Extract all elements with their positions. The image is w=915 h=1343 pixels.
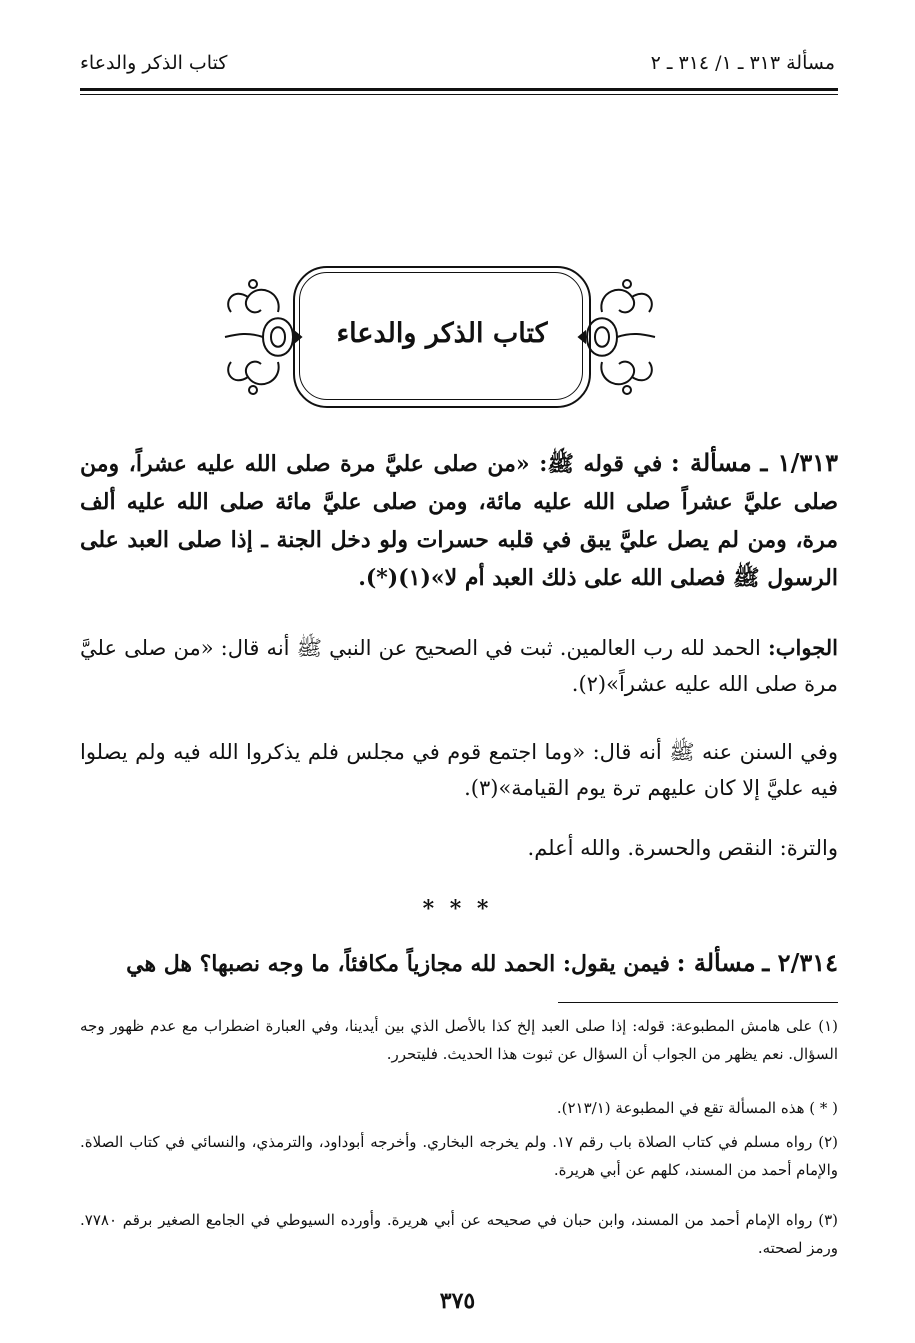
footnote-2: (٢) رواه مسلم في كتاب الصلاة باب رقم ١٧. ولم يخرجه البخاري. وأخرجه أبوداود، والترمذي، والنسائي في كتاب الصلاة. والإمام أحمد من المسند، كلهم عن أبي هريرة. <box>80 1133 838 1179</box>
question-number: ٢/٣١٤ ـ <box>762 948 838 977</box>
footnote-3: (٣) رواه الإمام أحمد من المسند، وابن حبان في صحيحه عن أبي هريرة. وأورده السيوطي في الجامع الصغير برقم ٧٧٨٠. ورمز لصحته. <box>80 1211 838 1257</box>
header-rule-thin <box>80 94 838 95</box>
question-label: مسألة : <box>676 948 756 977</box>
footnote-1: (١) على هامش المطبوعة: قوله: إذا صلى العبد إلخ كذا بالأصل الذي بين أيدينا، وفي العبارة اضطراب مع عدم ظهور وجه السؤال. نعم يظهر من الجواب أن السؤال عن ثبوت هذا الحديث. فليتحرر. <box>80 1017 838 1063</box>
answer-text: الحمد لله رب العالمين. ثبت في الصحيح عن النبي ﷺ أنه قال: «من صلى عليَّ مرة صلى الله عليه عشراً»(٢). <box>80 636 838 696</box>
question-313 <box>80 444 838 597</box>
answer-paragraph-2: وفي السنن عنه ﷺ أنه قال: «وما اجتمع قوم في مجلس فلم يذكروا الله فيه ولم يصلوا فيه عليَّ إلا كان عليهم ترة يوم القيامة»(٣). <box>80 740 838 800</box>
question-label: مسألة : <box>670 448 752 477</box>
page-number: ٣٧٥ <box>439 1288 476 1314</box>
left-ornament-icon <box>215 272 303 402</box>
answer-label: الجواب: <box>767 635 838 660</box>
question-text: في قوله ﷺ: «من صلى عليَّ مرة صلى الله عليه عشراً، ومن صلى عليَّ عشراً صلى الله عليه مائة، ومن صلى عليَّ مائة صلى الله عليه ألف مرة، ومن لم يصل عليَّ يبق في قلبه حسرات ولو دخل الجنة ـ إذا صلى العبد على الرسول ﷺ فصلى الله على ذلك العبد أم لا»(١)(*). <box>80 451 838 591</box>
chapter-title: كتاب الذكر والدعاء <box>336 318 548 349</box>
header-book-title: كتاب الذكر والدعاء <box>80 52 228 74</box>
question-number: ١/٣١٣ ـ <box>760 448 838 477</box>
footnote-rule <box>558 1002 838 1003</box>
question-text: فيمن يقول: الحمد لله مجازياً مكافئاً، ما وجه نصبها؟ هل هي <box>126 951 670 977</box>
header-section-ref: مسألة ٣١٣ ـ ١/ ٣١٤ ـ ٢ <box>650 52 835 74</box>
question-314 <box>80 944 838 983</box>
chapter-title-frame <box>215 262 665 412</box>
footnote-star: ( * ) هذه المسألة تقع في المطبوعة (٢١٣/١). <box>556 1099 838 1117</box>
header-rule-thick <box>80 88 838 91</box>
section-separator: * * * <box>422 896 493 922</box>
answer-paragraph-3: والترة: النقص والحسرة. والله أعلم. <box>527 836 838 860</box>
answer-paragraph-1 <box>80 630 838 702</box>
